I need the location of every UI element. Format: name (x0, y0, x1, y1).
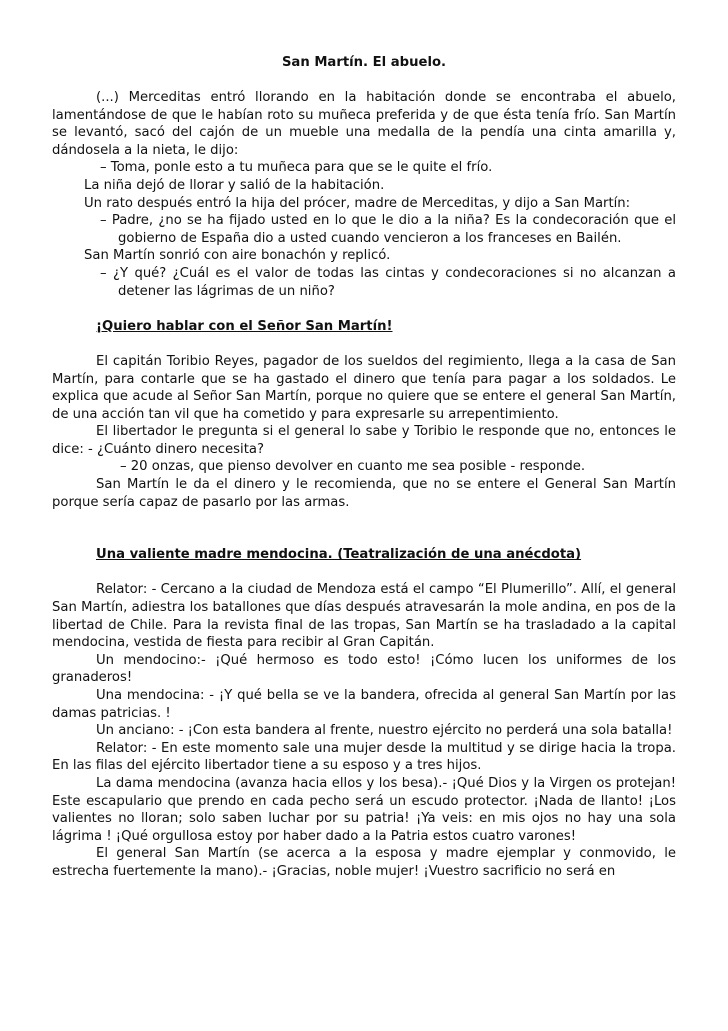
narration-line: Un rato después entró la hija del prócer, madre de Merceditas, y dijo a San Martín: (84, 195, 631, 211)
story-abuelo (52, 89, 676, 881)
narration-line: San Martín sonrió con aire bonachón y replicó. (84, 248, 391, 264)
paragraph: San Martín le da el dinero y le recomienda, que no se entere el General San Martín porque sería capaz de pasarlo por las armas. (52, 477, 676, 510)
narration-line: La niña dejó de llorar y salió de la habitación. (84, 177, 385, 193)
page-title: San Martín. El abuelo. (281, 55, 447, 70)
paragraph: El libertador le pregunta si el general lo sabe y Toribio le responde que no, entonces le dice: - ¿Cuánto dinero necesita? (52, 424, 676, 457)
paragraph: Relator: - Cercano a la ciudad de Mendoza está el campo “El Plumerillo”. Allí, el general San Martín, adiestra los batallones que días después atravesarán la mole andina, en pos de la libertad de Chile. Para la revista final de las tropas, San Martín se ha trasladado a la capital mendocina, vestida de fiesta para recibir al Gran Capitán. (52, 582, 676, 651)
paragraph: (...) Merceditas entró llorando en la habitación donde se encontraba el abuelo, lamentándose de que le habían roto su muñeca preferida y de que ésta tenía frío. San Martín se levantó, sacó del cajón de un mueble una medalla de la pendía una cinta amarilla y, dándosela a la nieta, le dijo: (52, 90, 676, 158)
section-heading: Una valiente madre mendocina. (Teatralización de una anécdota) (96, 547, 582, 563)
paragraph: El capitán Toribio Reyes, pagador de los sueldos del regimiento, llega a la casa de San Martín, para contarle que se ha gastado el dinero que tenía para pagar a los soldados. Le explica que acude al Señor San Martín, porque no quiere que se entere el general San Martín, de una acción tan vil que ha cometido y para expresarle su arrepentimiento. (52, 353, 676, 422)
paragraph: Una mendocina: - ¡Y qué bella se ve la bandera, ofrecida al general San Martín por las damas patricias. ! (52, 688, 676, 721)
section-heading: ¡Quiero hablar con el Señor San Martín! (96, 318, 393, 334)
paragraph: Un mendocino:- ¡Qué hermoso es todo esto! ¡Cómo lucen los uniformes de los granaderos! (52, 652, 676, 686)
dialogue-line: – ¿Y qué? ¿Cuál es el valor de todas las cintas y condecoraciones si no alcanzan a detener las lágrimas de un niño? (100, 265, 676, 299)
paragraph: Un anciano: - ¡Con esta bandera al frente, nuestro ejército no perderá una sola batalla! (96, 723, 673, 739)
dialogue-line: – Padre, ¿no se ha fijado usted en lo que le dio a la niña? Es la condecoración que el gobierno de España dio a usted cuando vencieron a los franceses en Bailén. (100, 213, 676, 246)
paragraph: La dama mendocina (avanza hacia ellos y los besa).- ¡Qué Dios y la Virgen os protejan! Este escapulario que prendo en cada pecho será un escudo protector. ¡Nada de llanto! ¡Los valientes no lloran; solo saben luchar por su patria! ¡Ya veis: en mis ojos no hay una sola lágrima ! ¡Qué orgullosa estoy por haber dado a la Patria estos cuatro varones! (52, 775, 676, 844)
dialogue-line: – Toma, ponle esto a tu muñeca para que se le quite el frío. (100, 160, 493, 176)
dialogue-line: – 20 onzas, que pienso devolver en cuanto me sea posible - responde. (120, 459, 586, 475)
paragraph: Relator: - En este momento sale una mujer desde la multitud y se dirige hacia la tropa. En las filas del ejército libertador tiene a su esposo y a tres hijos. (52, 740, 676, 774)
paragraph: El general San Martín (se acerca a la esposa y madre ejemplar y conmovido, le estrecha fuertemente la mano).- ¡Gracias, noble mujer! ¡Vuestro sacrificio no será en (52, 846, 676, 879)
